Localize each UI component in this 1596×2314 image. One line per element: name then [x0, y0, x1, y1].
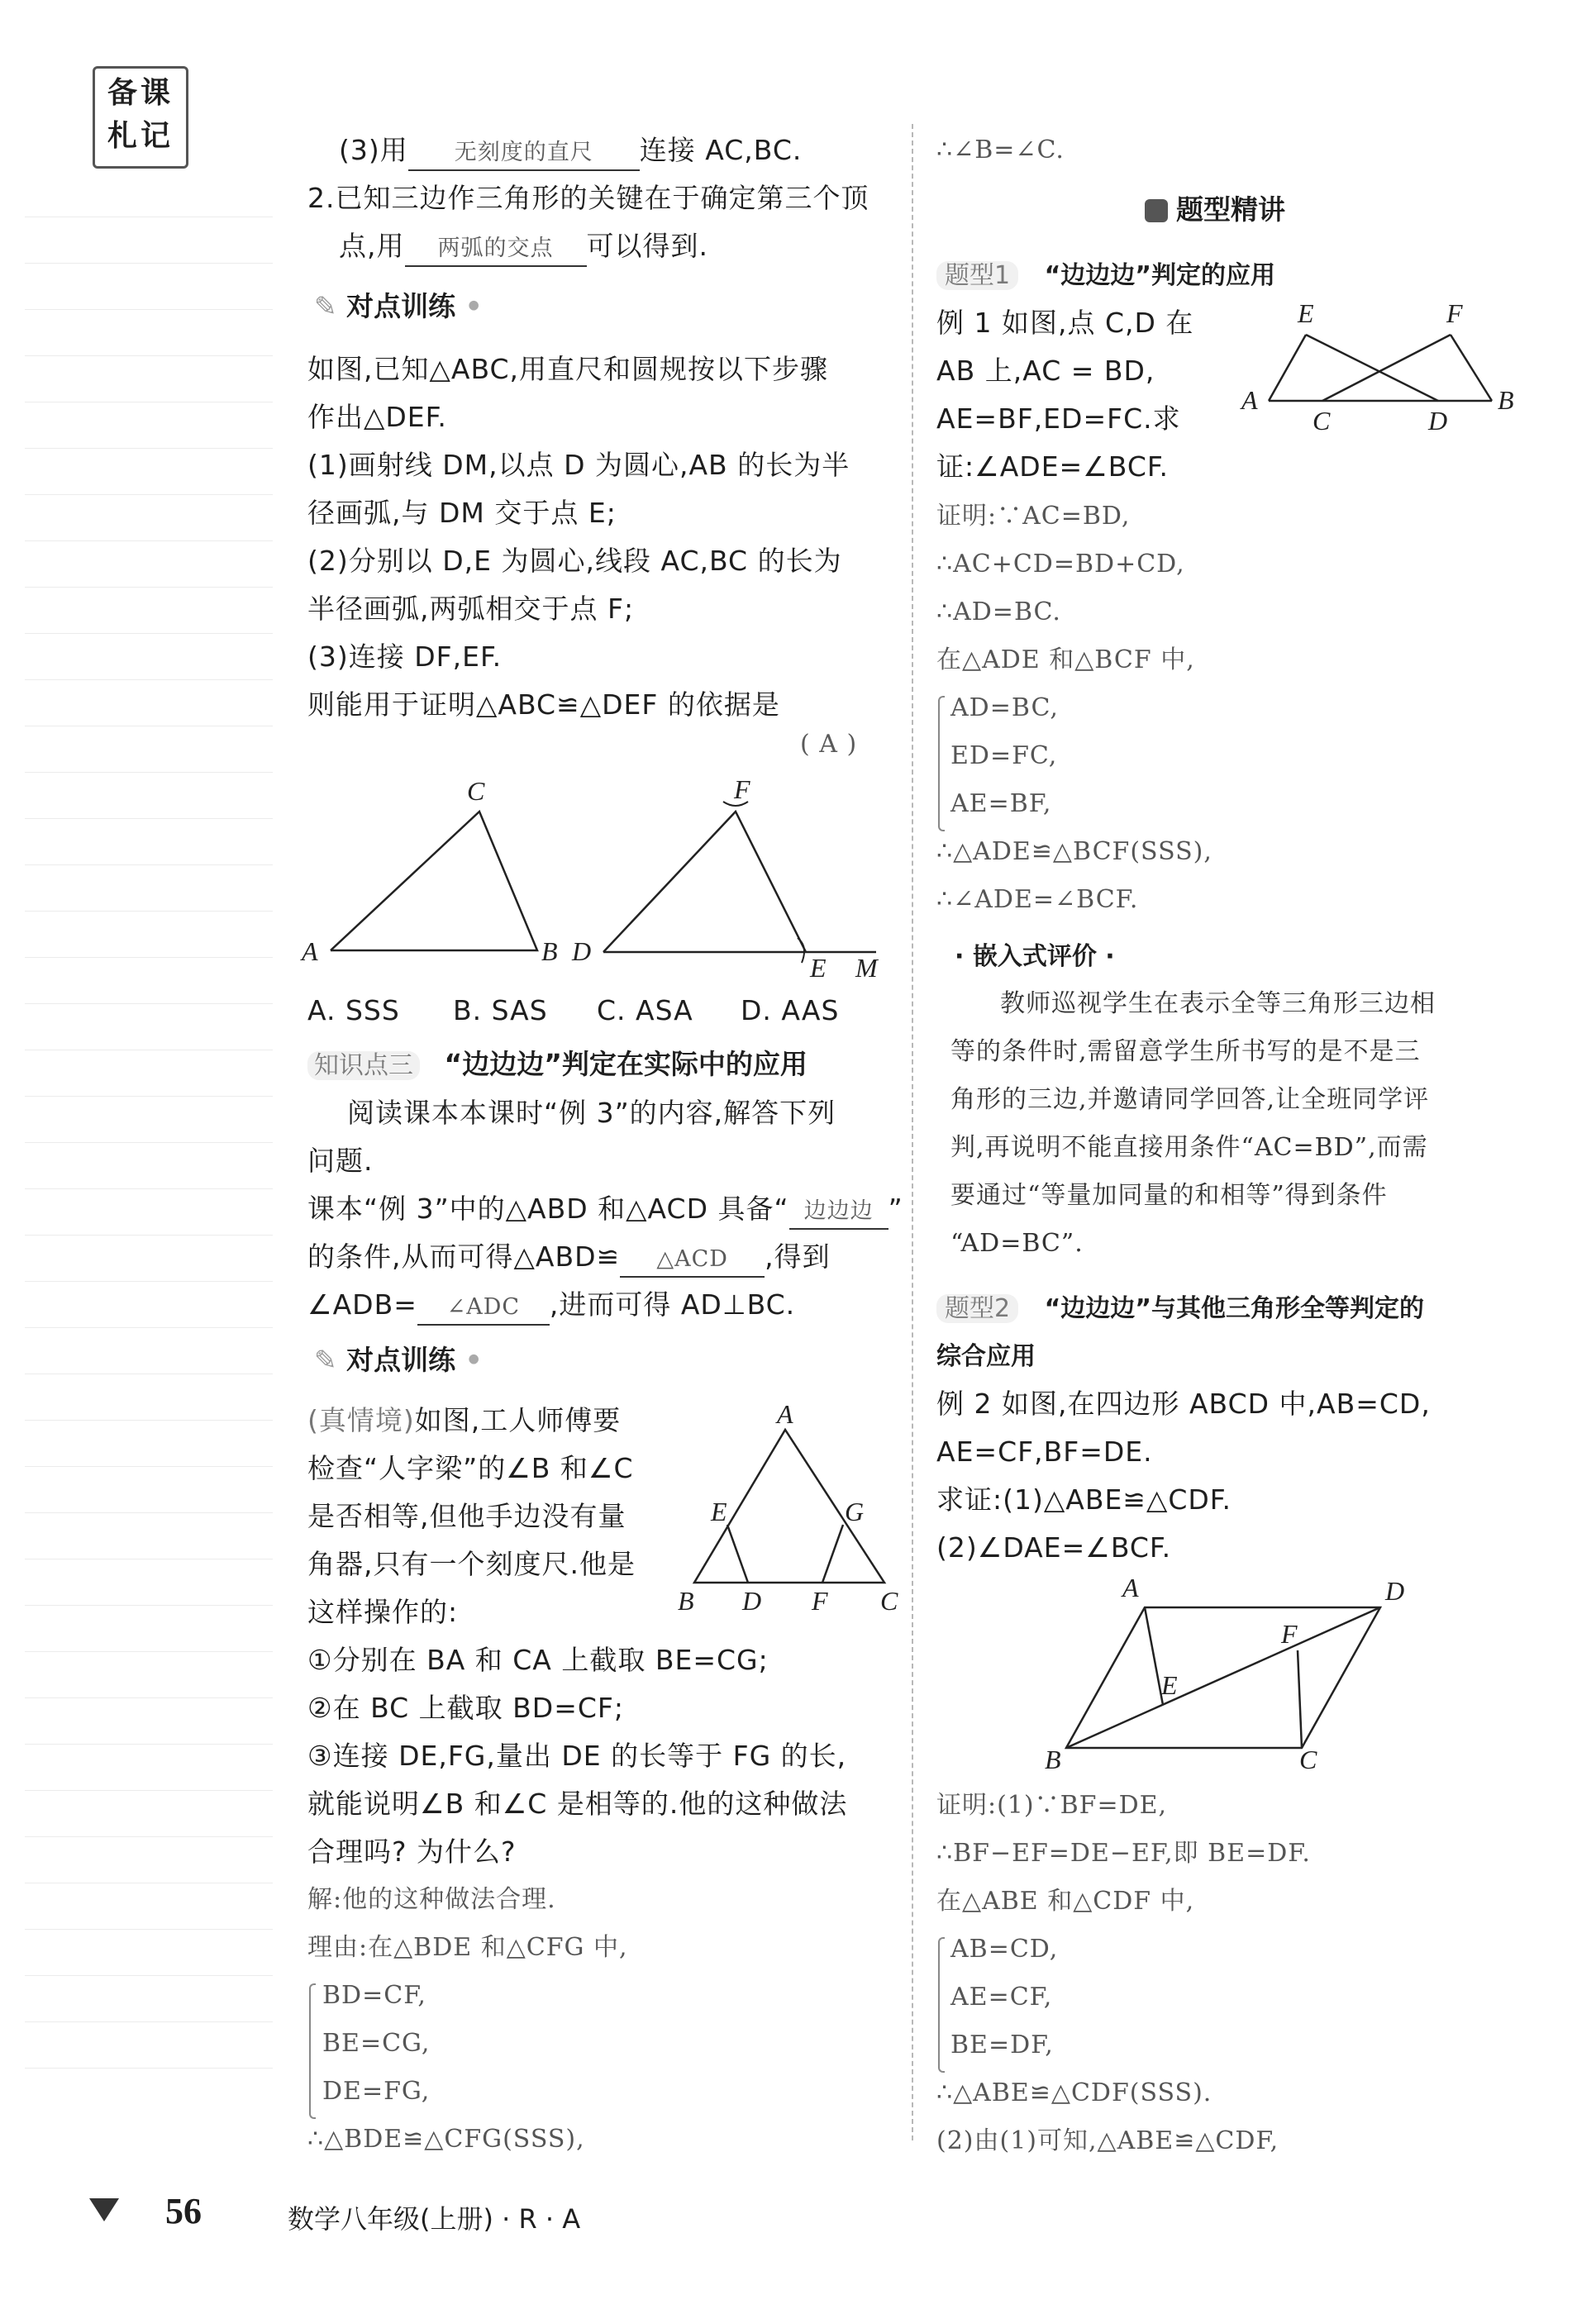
type-tag: 题型2 [936, 1294, 1018, 1323]
vertex-label: M [855, 953, 878, 983]
vertex-label: D [1428, 406, 1448, 436]
proof-line: (2)由(1)可知,△ABE≌△CDF, [936, 2126, 1279, 2155]
situation-line: 这样操作的: [307, 1596, 459, 1628]
example-1-line: AE=BF,ED=FC.求 [936, 402, 1181, 435]
step-line: ③连接 DE,FG,量出 DE 的长等于 FG 的长, [307, 1740, 847, 1772]
evaluation-line: 要通过“等量加同量的和相等”得到条件 [950, 1181, 1388, 1210]
proof-line: ED=FC, [950, 741, 1058, 770]
proof-line: 在△ADE 和△BCF 中, [936, 645, 1195, 674]
vertex-label: F [812, 1586, 828, 1616]
evaluation-line: 角形的三边,并邀请同学回答,让全班同学评 [950, 1085, 1430, 1114]
vertex-label: F [1281, 1619, 1298, 1649]
answer-blank: 两弧的交点 [405, 232, 587, 267]
proof-line: AD=BC, [950, 693, 1059, 722]
problem-line: 径画弧,与 DM 交于点 E; [307, 497, 617, 529]
vertex-label: D [572, 936, 592, 966]
option-c: C. ASA [597, 994, 693, 1026]
figure-triangles-abc-def [298, 769, 893, 983]
proof-line: AE=BF, [950, 789, 1052, 818]
section-icon [1145, 199, 1168, 222]
option-b: B. SAS [453, 994, 548, 1026]
column-divider [912, 124, 913, 2140]
problem-line: (1)画射线 DM,以点 D 为圆心,AB 的长为半 [307, 449, 850, 481]
step-line: ②在 BC 上截取 BD=CF; [307, 1692, 624, 1724]
problem-line: 如图,已知△ABC,用直尺和圆规按以下步骤 [307, 353, 829, 385]
vertex-label: D [1385, 1576, 1405, 1606]
brace [938, 696, 945, 831]
evaluation-line: 等的条件时,需留意学生所书写的是不是三 [950, 1037, 1421, 1066]
vertex-label: B [1498, 385, 1514, 415]
evaluation-line: 判,再说明不能直接用条件“AC=BD”,而需 [950, 1133, 1428, 1162]
page-number-ornament-icon [89, 2198, 119, 2221]
step-line: ①分别在 BA 和 CA 上截取 BE=CG; [307, 1644, 769, 1676]
proof-line: 证明:∵AC=BD, [936, 502, 1131, 531]
reading-line: ∠ADB= ∠ADC ,进而可得 AD⊥BC. [307, 1281, 795, 1329]
example-2-line: 例 2 如图,在四边形 ABCD 中,AB=CD, [936, 1388, 1431, 1420]
proof-line: ∴AD=BC. [936, 598, 1061, 626]
example-1-line: AB 上,AC = BD, [936, 355, 1155, 387]
reading-line: 的条件,从而可得△ABD≌ △ACD ,得到 [307, 1233, 831, 1281]
problem-line: (2)分别以 D,E 为圆心,线段 AC,BC 的长为 [307, 545, 842, 577]
type-2-heading: 题型2 “边边边”与其他三角形全等判定的 [936, 1288, 1424, 1324]
problem-line: 则能用于证明△ABC≌△DEF 的依据是 [307, 688, 780, 721]
option-a: A. SSS [307, 994, 400, 1026]
option-d: D. AAS [741, 994, 840, 1026]
evaluation-title: · 嵌入式评价 · [955, 942, 1115, 971]
answer-blank: ∠ADC [417, 1291, 550, 1326]
vertex-label: C [1299, 1745, 1317, 1774]
answer-blank: △ACD [620, 1243, 765, 1278]
section-title: 题型精讲 [1145, 188, 1285, 227]
problem-line: 作出△DEF. [307, 401, 447, 433]
vertex-label: C [880, 1586, 898, 1616]
notes-badge [93, 66, 188, 169]
badge-top-text: 备课 [107, 76, 174, 110]
answer-blank: 边边边 [789, 1195, 889, 1230]
choice-answer: ( A ) [800, 730, 858, 759]
training-heading-1: ✎ 对点训练 • [314, 290, 483, 322]
figure-example-1 [1240, 298, 1521, 438]
page-number: 56 [165, 2191, 202, 2231]
pencil-icon: ✎ [314, 1344, 337, 1376]
vertex-label: A [777, 1405, 793, 1429]
vertex-label: C [467, 776, 485, 806]
vertex-label: F [734, 774, 750, 804]
solution-line: BE=CG, [322, 2029, 431, 2058]
vertex-label: A [302, 936, 318, 966]
example-1-line: 证:∠ADE=∠BCF. [936, 450, 1170, 483]
vertex-label: B [541, 936, 558, 966]
proof-line: 在△ABE 和△CDF 中, [936, 1887, 1195, 1916]
brace [938, 1937, 945, 2073]
step-line: 合理吗? 为什么? [307, 1835, 517, 1868]
badge-bottom-text: 札记 [107, 119, 174, 153]
vertex-label: F [1446, 298, 1463, 328]
proof-line: ∴△ADE≌△BCF(SSS), [936, 837, 1212, 866]
proof-line: AE=CF, [950, 1983, 1053, 2012]
type-1-heading: 题型1 “边边边”判定的应用 [936, 255, 1275, 291]
example-2-line: (2)∠DAE=∠BCF. [936, 1531, 1172, 1564]
figure-roof-beam [669, 1405, 901, 1620]
question-2-line-2: 点,用 两弧的交点 可以得到. [339, 222, 708, 270]
vertex-label: E [1161, 1670, 1178, 1700]
evaluation-line: “AD=BC”. [950, 1229, 1084, 1258]
reading-line: 问题. [307, 1145, 374, 1177]
vertex-label: A [1122, 1573, 1139, 1602]
proof-line: ∴BF−EF=DE−EF,即 BE=DF. [936, 1839, 1311, 1868]
proof-line: ∴∠ADE=∠BCF. [936, 885, 1139, 914]
solution-line: 理由:在△BDE 和△CFG 中, [307, 1933, 628, 1962]
example-2-line: AE=CF,BF=DE. [936, 1436, 1153, 1468]
type-2-heading-cont: 综合应用 [936, 1342, 1036, 1371]
problem-line: 半径画弧,两弧相交于点 F; [307, 593, 635, 625]
proof-line: ∴△ABE≌△CDF(SSS). [936, 2078, 1212, 2107]
vertex-label: B [1045, 1745, 1061, 1774]
question-2-line-1: 2.已知三边作三角形的关键在于确定第三个顶 [307, 182, 869, 214]
figure-example-2 [1033, 1570, 1430, 1785]
vertex-label: E [1298, 298, 1314, 328]
solution-line: DE=FG, [322, 2077, 431, 2106]
knowledge-point-3-heading: 知识点三 “边边边”判定在实际中的应用 [307, 1043, 808, 1082]
book-title: 数学八年级(上册) · R · A [288, 2203, 581, 2235]
proof-line: BE=DF, [950, 2031, 1054, 2059]
solution-line: BD=CF, [322, 1981, 426, 2010]
solution-line: ∴△BDE≌△CFG(SSS), [307, 2125, 585, 2154]
situation-line: 检查“人字梁”的∠B 和∠C [307, 1452, 634, 1484]
evaluation-line: 教师巡视学生在表示全等三角形三边相 [1000, 989, 1436, 1018]
type-tag: 题型1 [936, 261, 1018, 290]
example-1-line: 例 1 如图,点 C,D 在 [936, 307, 1194, 339]
conclusion-line: ∴∠B=∠C. [936, 136, 1065, 164]
problem-line: (3)连接 DF,EF. [307, 640, 503, 673]
situation-line: 角器,只有一个刻度尺.他是 [307, 1548, 636, 1580]
proof-line: ∴AC+CD=BD+CD, [936, 550, 1185, 578]
pencil-icon: ✎ [314, 290, 337, 322]
vertex-label: B [678, 1586, 694, 1616]
vertex-label: E [810, 953, 827, 983]
training-heading-2: ✎ 对点训练 • [314, 1344, 483, 1376]
situation-line: (真情境)如图,工人师傅要 [307, 1404, 622, 1436]
vertex-label: G [845, 1497, 865, 1526]
answer-blank: 无刻度的直尺 [408, 136, 640, 171]
brace [309, 1983, 316, 2119]
reading-line: 课本“例 3”中的△ABD 和△ACD 具备“ 边边边 ” [307, 1185, 903, 1233]
vertex-label: E [711, 1497, 727, 1526]
situation-line: 是否相等,但他手边没有量 [307, 1500, 626, 1532]
step-line: 就能说明∠B 和∠C 是相等的.他的这种做法 [307, 1788, 848, 1820]
solution-line: 解:他的这种做法合理. [307, 1885, 556, 1914]
vertex-label: A [1241, 385, 1258, 415]
vertex-label: D [742, 1586, 762, 1616]
step-3-line: (3)用 无刻度的直尺 连接 AC,BC. [339, 126, 802, 174]
vertex-label: C [1313, 406, 1331, 436]
reading-line: 阅读课本本课时“例 3”的内容,解答下列 [347, 1097, 836, 1129]
proof-line: AB=CD, [950, 1935, 1059, 1964]
proof-line: 证明:(1)∵BF=DE, [936, 1791, 1168, 1820]
knowledge-tag: 知识点三 [307, 1051, 420, 1080]
example-2-line: 求证:(1)△ABE≌△CDF. [936, 1483, 1232, 1516]
